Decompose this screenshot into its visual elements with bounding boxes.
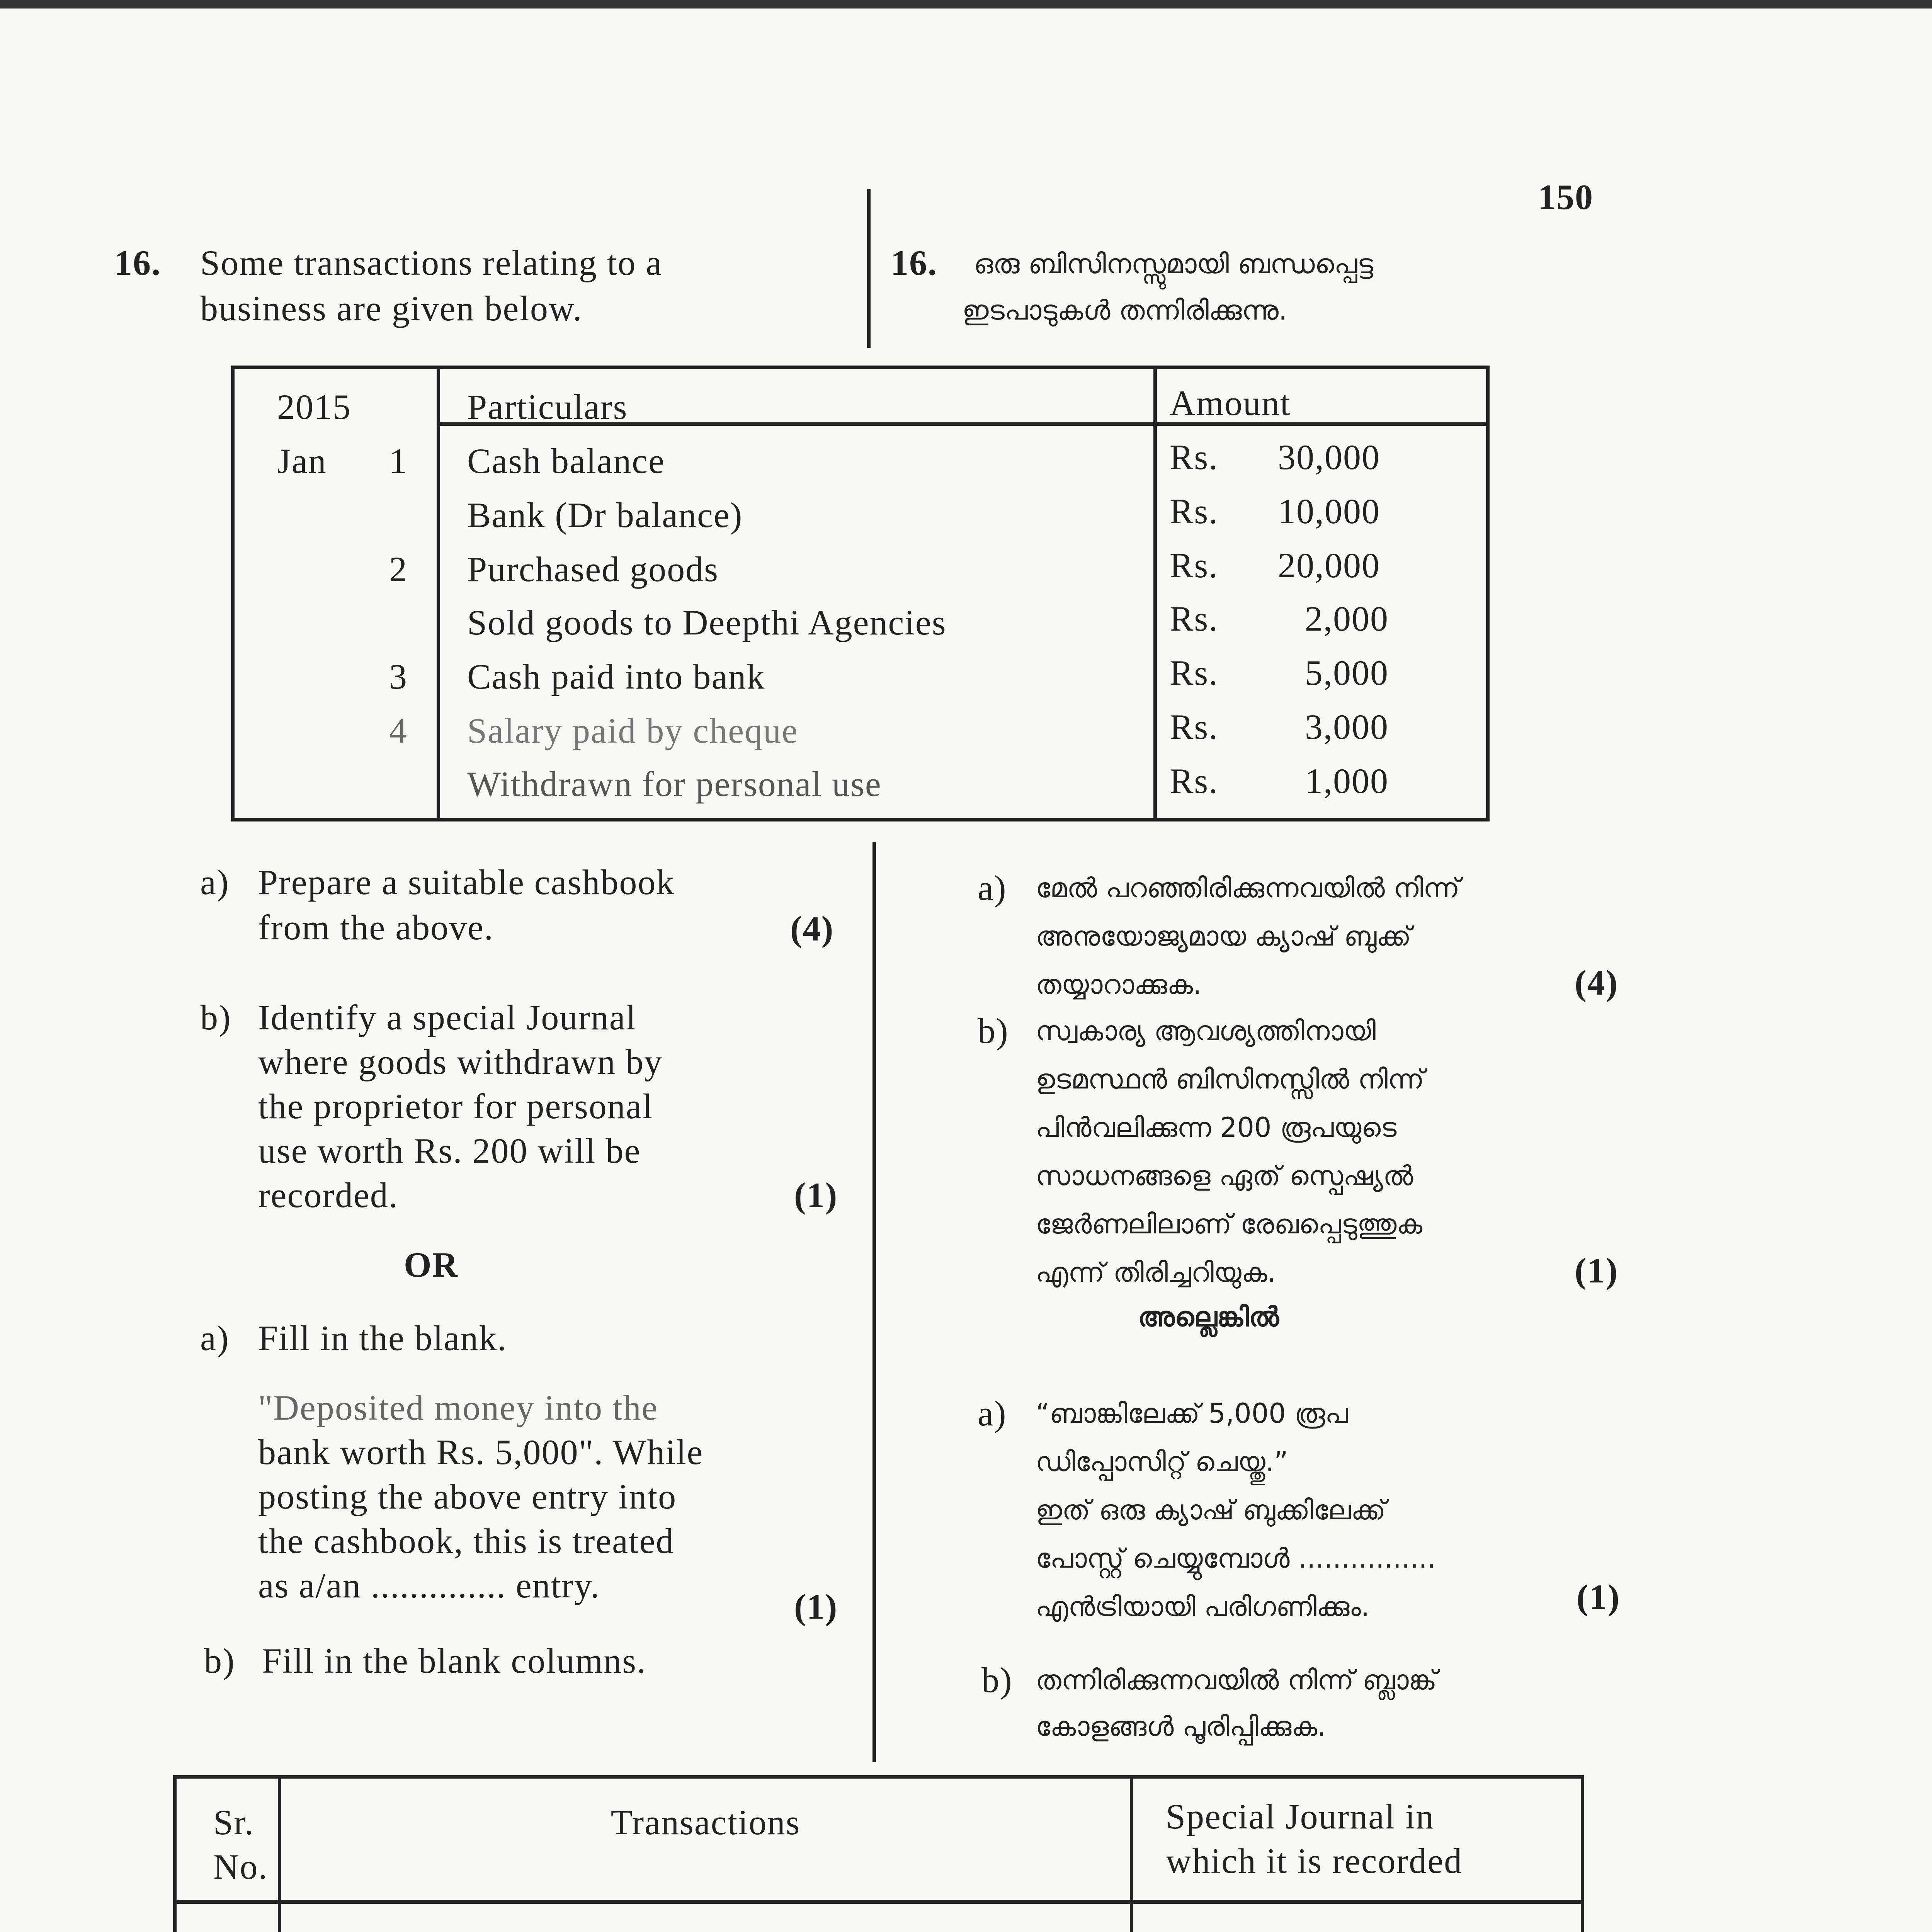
part-a-label: a): [200, 862, 230, 902]
particulars-header: Particulars: [467, 387, 628, 427]
question-number-ml: 16.: [891, 243, 937, 282]
alt-b-ml-line-2: കോളങ്ങൾ പൂരിപ്പിക്കുക.: [1036, 1711, 1326, 1742]
row-currency: Rs.: [1170, 707, 1219, 747]
row-particular: Cash balance: [467, 441, 665, 481]
part-b-marks: (1): [794, 1175, 838, 1215]
alt-a-ml-label: a): [978, 1394, 1007, 1433]
part-b-line-3: the proprietor for personal: [258, 1087, 653, 1126]
row-particular: Purchased goods: [467, 549, 719, 589]
alt-a-ml-marks: (1): [1577, 1577, 1621, 1617]
row-currency: Rs.: [1170, 599, 1219, 638]
part-b-ml-label: b): [978, 1011, 1009, 1051]
alt-a-line-2: bank worth Rs. 5,000". While: [258, 1432, 704, 1472]
part-b-ml-marks: (1): [1575, 1251, 1619, 1290]
alt-a-marks: (1): [794, 1587, 838, 1626]
page-number-top: 150: [1538, 177, 1594, 217]
part-b-line-5: recorded.: [258, 1175, 398, 1215]
row-particular: Withdrawn for personal use: [467, 764, 882, 804]
row-amount: 30,000: [1278, 437, 1380, 477]
part-b-ml-line-5: ജേർണലിലാണ് രേഖപ്പെടുത്തുക: [1036, 1208, 1423, 1240]
row-currency: Rs.: [1170, 492, 1219, 531]
question-intro-ml-line-1: ഒരു ബിസിനസ്സുമായി ബന്ധപ്പെട്ട: [974, 248, 1373, 280]
alt-a-ml-line-3: ഇത് ഒരു ക്യാഷ് ബുക്കിലേക്ക്: [1036, 1494, 1386, 1526]
journal-table: [173, 1775, 1584, 1932]
column-divider-top: [867, 189, 871, 348]
row-currency: Rs.: [1170, 761, 1219, 801]
part-a-ml-line-3: തയ്യാറാക്കുക.: [1036, 969, 1202, 1000]
alt-b-ml-line-1: തന്നിരിക്കുന്നവയിൽ നിന്ന് ബ്ലാങ്ക്: [1036, 1664, 1437, 1696]
amount-header: Amount: [1170, 383, 1291, 423]
question-number: 16.: [114, 243, 161, 282]
alt-b-label: b): [204, 1641, 235, 1680]
row-day: 3: [389, 657, 408, 696]
question-intro-line-2: business are given below.: [200, 289, 583, 328]
row-particular: Cash paid into bank: [467, 657, 765, 696]
row-amount: 1,000: [1305, 761, 1389, 801]
alt-a-ml-line-5: എൻട്രിയായി പരിഗണിക്കും.: [1036, 1591, 1370, 1622]
month-label: Jan: [277, 441, 327, 481]
or-label-ml: അല്ലെങ്കിൽ: [1138, 1301, 1279, 1333]
part-b-ml-line-3: പിൻവലിക്കുന്ന 200 രൂപയുടെ: [1036, 1112, 1397, 1143]
row-day: 4: [389, 711, 408, 750]
row-amount: 20,000: [1278, 546, 1380, 585]
sr-header-line-1: Sr.: [213, 1803, 254, 1842]
row-amount: 5,000: [1305, 653, 1389, 692]
top-border-rule: [0, 0, 1932, 9]
row-amount: 2,000: [1305, 599, 1389, 638]
date-column: [235, 369, 440, 818]
journal-header-line-1: Special Journal in: [1166, 1797, 1435, 1836]
or-label: OR: [404, 1245, 459, 1284]
alt-a-line-5: as a/an .............. entry.: [258, 1566, 600, 1605]
alt-a-line-3: posting the above entry into: [258, 1477, 677, 1516]
row-particular: Salary paid by cheque: [467, 711, 798, 750]
alt-a-label: a): [200, 1318, 230, 1358]
row-amount: 3,000: [1305, 707, 1389, 747]
journal-header-line-2: which it is recorded: [1166, 1841, 1463, 1881]
row-particular: Bank (Dr balance): [467, 495, 743, 535]
part-a-marks: (4): [790, 909, 834, 948]
question-intro-ml-line-2: ഇടപാടുകൾ തന്നിരിക്കുന്നു.: [962, 294, 1287, 326]
part-a-line-1: Prepare a suitable cashbook: [258, 862, 675, 902]
row-day: 1: [389, 441, 408, 481]
part-b-ml-line-1: സ്വകാര്യ ആവശ്യത്തിനായി: [1036, 1015, 1376, 1047]
part-b-ml-line-6: എന്ന് തിരിച്ചറിയുക.: [1036, 1257, 1276, 1288]
part-a-ml-marks: (4): [1575, 963, 1619, 1002]
alt-a-ml-line-2: ഡിപ്പോസിറ്റ് ചെയ്തു.”: [1036, 1446, 1288, 1478]
row-particular: Sold goods to Deepthi Agencies: [467, 603, 947, 642]
part-b-ml-line-2: ഉടമസ്ഥൻ ബിസിനസ്സിൽ നിന്ന്: [1036, 1063, 1425, 1095]
question-intro-line-1: Some transactions relating to a: [200, 243, 663, 282]
header-row-divider: [177, 1900, 1581, 1904]
part-a-ml-line-2: അനുയോജ്യമായ ക്യാഷ് ബുക്ക്: [1036, 920, 1412, 952]
sr-header-line-2: No.: [213, 1847, 268, 1886]
transactions-table: [231, 366, 1490, 821]
alt-a-title: Fill in the blank.: [258, 1318, 507, 1358]
transactions-header: Transactions: [611, 1803, 801, 1842]
part-b-line-2: where goods withdrawn by: [258, 1042, 663, 1082]
year-header: 2015: [277, 387, 351, 427]
row-day: 2: [389, 549, 408, 589]
column-divider-middle: [872, 842, 876, 1762]
part-b-line-4: use worth Rs. 200 will be: [258, 1131, 641, 1170]
part-a-line-2: from the above.: [258, 908, 494, 947]
alt-a-ml-line-1: “ബാങ്കിലേക്ക് 5,000 രൂപ: [1036, 1398, 1348, 1429]
part-b-line-1: Identify a special Journal: [258, 998, 637, 1037]
alt-a-line-1: "Deposited money into the: [258, 1388, 658, 1427]
row-amount: 10,000: [1278, 492, 1380, 531]
row-currency: Rs.: [1170, 546, 1219, 585]
journal-column-divider: [1130, 1779, 1133, 1932]
row-currency: Rs.: [1170, 653, 1219, 692]
alt-b-title: Fill in the blank columns.: [262, 1641, 646, 1680]
alt-b-ml-label: b): [981, 1660, 1013, 1700]
part-a-ml-line-1: മേൽ പറഞ്ഞിരിക്കുന്നവയിൽ നിന്ന്: [1036, 872, 1460, 904]
alt-a-ml-line-4: പോസ്റ്റ് ചെയ്യുമ്പോൾ ................: [1036, 1543, 1436, 1574]
part-b-ml-line-4: സാധനങ്ങളെ ഏത് സ്പെഷ്യൽ: [1036, 1160, 1413, 1192]
part-a-ml-label: a): [978, 868, 1007, 908]
part-b-label: b): [200, 998, 231, 1037]
row-currency: Rs.: [1170, 437, 1219, 477]
alt-a-line-4: the cashbook, this is treated: [258, 1521, 675, 1561]
sr-column-divider: [278, 1779, 281, 1932]
